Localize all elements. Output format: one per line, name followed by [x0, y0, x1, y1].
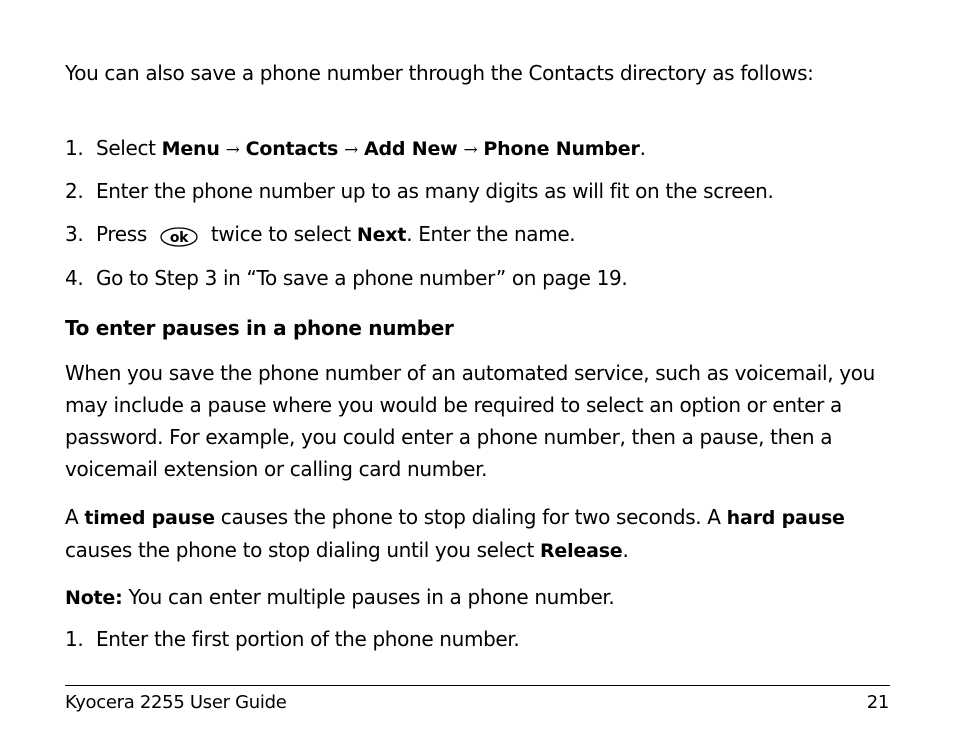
list-item — [65, 218, 575, 251]
list-number: 4. — [65, 266, 84, 290]
note-label: Note: — [65, 587, 123, 609]
timed-pause-term: timed pause — [84, 507, 215, 529]
text-run: A — [65, 505, 85, 529]
note-text: You can enter multiple pauses in a phone number. — [122, 585, 615, 609]
menu-term: Menu — [161, 138, 220, 160]
step-middle: twice to select — [210, 222, 357, 246]
list-number: 3. — [65, 222, 84, 246]
arrow-icon: → — [344, 140, 358, 160]
list-number: 2. — [65, 179, 84, 203]
list-item — [65, 132, 646, 166]
list-number: 1. — [65, 136, 84, 160]
footer — [65, 690, 889, 716]
footer-divider — [65, 685, 890, 686]
list-number: 1. — [65, 627, 84, 651]
step-prefix: Select — [96, 136, 162, 160]
step-prefix: Press — [96, 222, 147, 246]
contacts-term: Contacts — [245, 138, 339, 160]
pause-types-paragraph — [65, 501, 885, 567]
text-run: causes the phone to stop dialing until you select — [65, 538, 540, 562]
step-suffix: . Enter the name. — [406, 222, 576, 246]
list-item — [65, 175, 774, 207]
text-run: causes the phone to stop dialing for two seconds. A — [214, 505, 727, 529]
phone-number-term: Phone Number — [483, 138, 640, 160]
arrow-icon: → — [463, 140, 478, 160]
footer-guide-title: Kyocera 2255 User Guide — [65, 692, 287, 713]
list-text — [96, 132, 646, 166]
list-text: Enter the first portion of the phone number. — [96, 627, 520, 651]
pauses-paragraph: When you save the phone number of an automated service, such as voicemail, you may include a pause where you would be required to select an option or enter a password. For example, you could enter a phone number, then a pause, then a voicemail extension or calling card number. — [65, 361, 875, 481]
list-text: Go to Step 3 in “To save a phone number” on page 19. — [96, 266, 628, 290]
document-page — [65, 0, 889, 738]
list-text — [96, 218, 575, 251]
arrow-icon: → — [225, 140, 240, 160]
list-item — [65, 262, 627, 294]
ok-key-icon — [160, 227, 198, 247]
note — [65, 581, 614, 614]
page-number: 21 — [866, 692, 889, 713]
release-term: Release — [539, 540, 623, 562]
next-term: Next — [356, 224, 407, 246]
text-run: . — [622, 538, 629, 562]
step-end: . — [639, 136, 646, 160]
add-new-term: Add New — [364, 138, 458, 160]
hard-pause-term: hard pause — [726, 507, 845, 529]
section-heading: To enter pauses in a phone number — [65, 316, 454, 340]
list-item — [65, 623, 519, 655]
ok-key-label: ok — [169, 230, 189, 246]
intro-paragraph: You can also save a phone number through the Contacts directory as follows: — [65, 61, 814, 85]
list-text: Enter the phone number up to as many digits as will fit on the screen. — [96, 179, 774, 203]
